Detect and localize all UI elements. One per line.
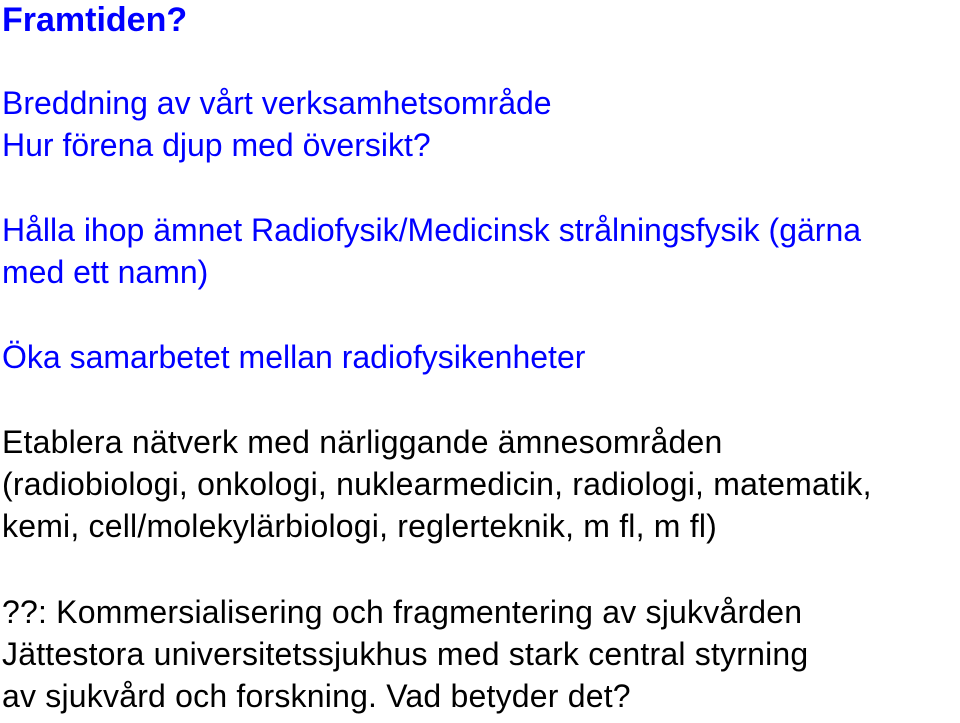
bullet-line-9: ??: Kommersialisering och fragmentering av sjukvården	[2, 594, 803, 630]
bullet-line-5: Öka samarbetet mellan radiofysikenheter	[2, 339, 586, 375]
bullet-line-10: Jättestora universitetssjukhus med stark central styrning	[2, 636, 809, 672]
bullet-line-1: Breddning av vårt verksamhetsområde	[2, 85, 552, 121]
bullet-line-8: kemi, cell/molekylärbiologi, reglerteknik, m fl, m fl)	[2, 508, 717, 544]
bullet-line-2: Hur förena djup med översikt?	[2, 127, 431, 163]
bullet-line-7: (radiobiologi, onkologi, nuklearmedicin, radiologi, matematik,	[2, 466, 872, 502]
bullet-line-4: med ett namn)	[2, 254, 209, 290]
bullet-line-3: Hålla ihop ämnet Radiofysik/Medicinsk strålningsfysik (gärna	[2, 212, 862, 248]
bullet-line-11: av sjukvård och forskning. Vad betyder det?	[2, 678, 631, 714]
bullet-line-6: Etablera nätverk med närliggande ämnesområden	[2, 424, 723, 460]
slide-title: Framtiden?	[2, 1, 188, 39]
